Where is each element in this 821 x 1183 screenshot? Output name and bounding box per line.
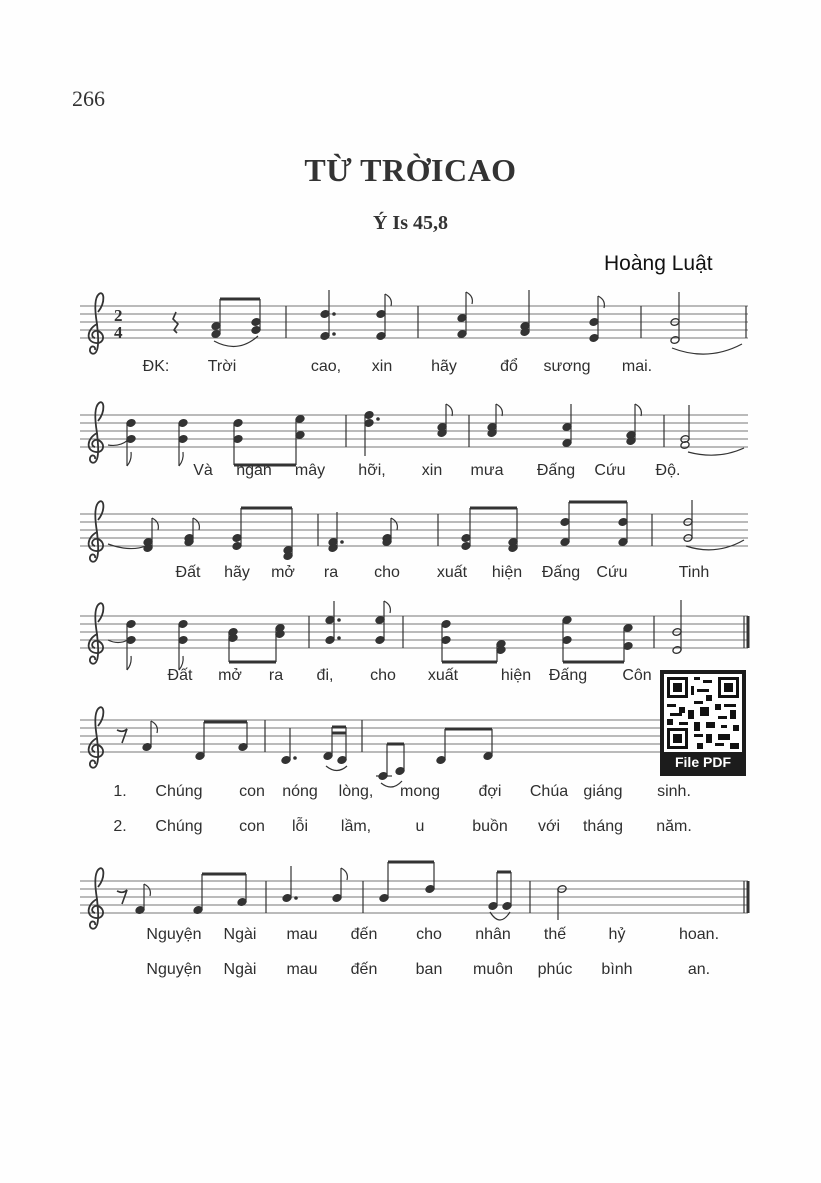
system-2-notes xyxy=(108,404,744,466)
lyric-word: muôn xyxy=(472,961,514,978)
lyric-word: tháng xyxy=(582,818,624,835)
treble-clef-icon xyxy=(89,293,104,353)
scripture-reference: Ý Is 45,8 xyxy=(372,212,448,234)
lyric-word: mây xyxy=(294,462,326,479)
time-sig-bottom: 4 xyxy=(114,323,123,342)
lyric-word: Chúng xyxy=(155,818,203,835)
lyric-word: 1. xyxy=(113,783,127,800)
lyric-word: xin xyxy=(371,358,393,375)
lyric-word: Cứu xyxy=(594,462,626,479)
lyric-word: lòng, xyxy=(338,783,374,800)
song-title: TỪ TRỜICAO xyxy=(304,152,517,188)
lyric-word: mở xyxy=(271,564,295,581)
lyric-word: hãy xyxy=(224,564,250,581)
treble-clef-icon xyxy=(89,868,104,928)
lyric-word: Nguyện xyxy=(146,926,202,943)
lyric-word: Đất xyxy=(167,667,193,684)
lyric-word: ĐK: xyxy=(142,358,170,375)
lyric-word: năm. xyxy=(656,818,692,835)
lyric-word: 2. xyxy=(113,818,127,835)
system-4-notes xyxy=(108,600,748,670)
lyric-word: Độ. xyxy=(655,462,681,479)
lyric-word: phúc xyxy=(537,961,573,978)
lyric-word: xin xyxy=(421,462,443,479)
lyric-word: đến xyxy=(350,961,378,978)
lyric-word: Đấng xyxy=(536,462,576,479)
lyric-word: con xyxy=(239,783,265,800)
lyric-word: mở xyxy=(218,667,242,684)
lyric-word: giáng xyxy=(583,783,623,800)
lyric-word: nhân xyxy=(475,926,511,943)
lyric-word: Ngài xyxy=(223,926,257,943)
lyric-word: Trời xyxy=(207,358,237,375)
treble-clef-icon xyxy=(89,707,104,767)
lyric-word: mau xyxy=(286,961,318,978)
lyric-word: hoan. xyxy=(678,926,720,943)
lyric-word: nóng xyxy=(282,783,318,800)
staff-system-3 xyxy=(80,514,748,546)
time-sig-top: 2 xyxy=(114,306,123,325)
qr-code-badge[interactable] xyxy=(660,670,746,776)
lyric-word: Chúng xyxy=(155,783,203,800)
treble-clef-icon xyxy=(89,402,104,462)
lyric-word: Đấng xyxy=(541,564,581,581)
lyric-word: buồn xyxy=(472,818,508,835)
lyric-word: Và xyxy=(193,462,213,479)
lyric-word: đến xyxy=(350,926,378,943)
lyric-word: thế xyxy=(543,926,567,943)
staff-system-5 xyxy=(80,720,660,752)
qr-code-icon xyxy=(664,674,742,752)
lyric-word: lỗi xyxy=(291,818,309,835)
lyric-word: xuất xyxy=(436,564,468,581)
staff-system-1 xyxy=(80,306,748,338)
lyric-word: con xyxy=(239,818,265,835)
lyric-word: ra xyxy=(268,667,284,684)
lyric-word: mau xyxy=(286,926,318,943)
lyric-word: ban xyxy=(415,961,443,978)
lyric-word: Nguyện xyxy=(146,961,202,978)
treble-clef-icon xyxy=(89,501,104,561)
lyric-word: cho xyxy=(416,926,442,943)
lyric-word: Ngài xyxy=(223,961,257,978)
composer-name: Hoàng Luật xyxy=(604,252,713,275)
lyric-word: cho xyxy=(374,564,400,581)
lyric-word: hiện xyxy=(500,667,532,684)
lyric-word: ngàn xyxy=(236,462,272,479)
lyric-word: ra xyxy=(323,564,339,581)
page-number: 266 xyxy=(72,86,105,111)
lyric-word: đi, xyxy=(316,667,334,684)
lyric-word: u xyxy=(415,818,425,835)
lyric-word: đợi xyxy=(478,783,502,800)
lyric-word: Cứu xyxy=(596,564,628,581)
lyric-word: mưa xyxy=(470,462,504,479)
lyric-word: Đấng xyxy=(548,667,588,684)
system-6-notes xyxy=(117,862,748,920)
lyric-word: hiện xyxy=(491,564,523,581)
treble-clef-icon xyxy=(89,603,104,663)
lyric-word: Côn xyxy=(622,667,652,684)
system-5-notes xyxy=(117,720,493,787)
lyric-word: Đất xyxy=(175,564,201,581)
lyric-word: bình xyxy=(601,961,633,978)
lyric-word: mai. xyxy=(621,358,653,375)
staff-system-6 xyxy=(80,881,748,913)
lyric-word: hỡi, xyxy=(358,462,386,479)
lyric-word: sương xyxy=(543,358,591,375)
lyric-word: lầm, xyxy=(340,818,372,835)
lyric-word: cho xyxy=(370,667,396,684)
lyric-word: với xyxy=(537,818,561,835)
lyric-word: Tinh xyxy=(678,564,710,581)
lyric-word: cao, xyxy=(310,358,342,375)
lyric-word: Chúa xyxy=(529,783,569,800)
lyric-word: mong xyxy=(399,783,441,800)
lyric-word: đổ xyxy=(500,358,518,375)
lyric-word: an. xyxy=(687,961,711,978)
qr-label: File PDF xyxy=(674,754,731,770)
lyric-word: hỷ xyxy=(608,926,626,943)
lyric-word: hãy xyxy=(431,358,457,375)
lyric-word: xuất xyxy=(427,667,459,684)
lyric-word: sinh. xyxy=(657,783,691,800)
